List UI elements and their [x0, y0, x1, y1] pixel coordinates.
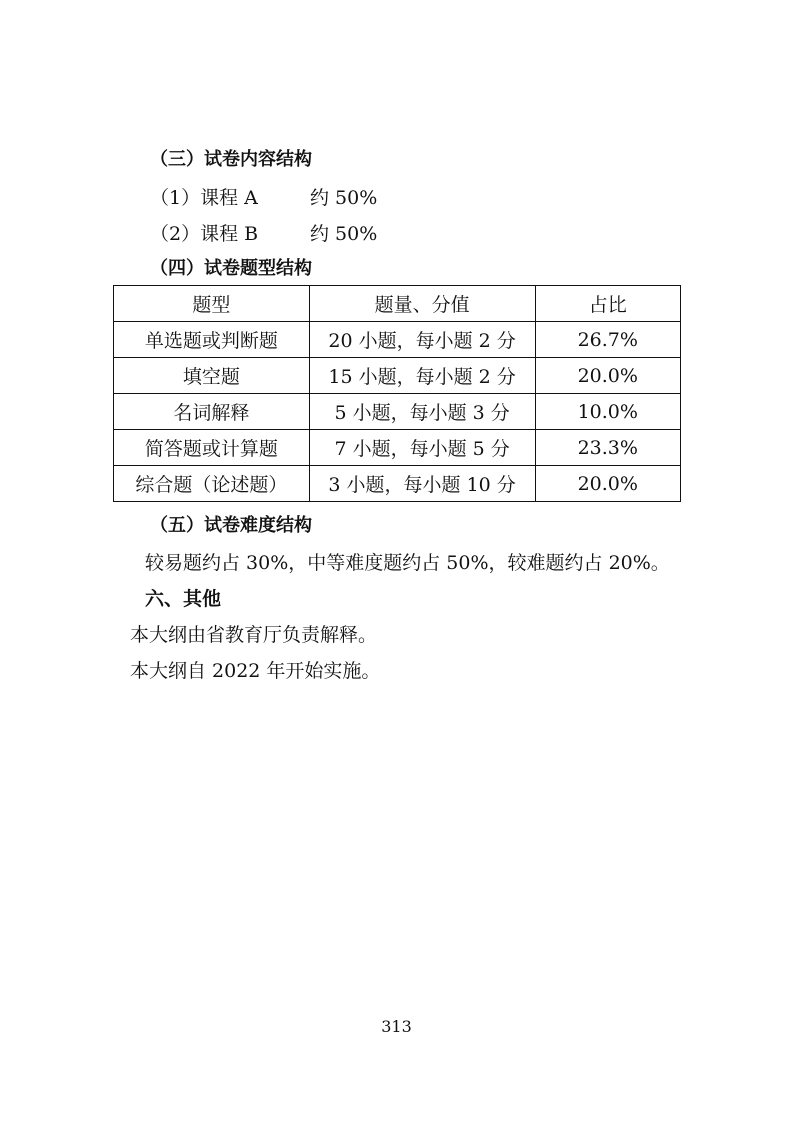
table-cell-quantity: 15 小题，每小题 2 分 — [309, 358, 535, 394]
section-heading-difficulty-structure: （五）试卷难度结构 — [150, 515, 312, 536]
difficulty-text: 较易题约占 30%，中等难度题约占 50%，较难题约占 20%。 — [145, 552, 670, 574]
table-cell-type: 简答题或计算题 — [114, 430, 310, 466]
course-a-label: （1）课程 A — [150, 187, 258, 209]
table-row — [114, 466, 681, 502]
interpretation-note: 本大纲由省教育厅负责解释。 — [130, 624, 378, 646]
course-b-value: 约 50% — [310, 223, 378, 245]
table-header-cell: 题型 — [114, 286, 310, 322]
table-cell-quantity: 7 小题，每小题 5 分 — [309, 430, 535, 466]
table-cell-ratio: 23.3% — [535, 430, 681, 466]
section-heading-other: 六、其他 — [145, 588, 222, 610]
table-cell-ratio: 10.0% — [535, 394, 681, 430]
table-header-cell: 题量、分值 — [309, 286, 535, 322]
table-cell-type: 综合题（论述题） — [114, 466, 310, 502]
page-number: 313 — [381, 1017, 412, 1036]
table-cell-type: 名词解释 — [114, 394, 310, 430]
table-row — [114, 430, 681, 466]
question-type-table — [113, 285, 681, 502]
table-header-cell: 占比 — [535, 286, 681, 322]
effective-date-note: 本大纲自 2022 年开始实施。 — [130, 660, 381, 682]
course-a-item — [150, 185, 377, 211]
table-row — [114, 322, 681, 358]
table-row — [114, 358, 681, 394]
table-cell-ratio: 26.7% — [535, 322, 681, 358]
table-cell-quantity: 20 小题，每小题 2 分 — [309, 322, 535, 358]
course-a-value: 约 50% — [310, 187, 378, 209]
table-row — [114, 394, 681, 430]
section-heading-content-structure: （三）试卷内容结构 — [150, 149, 312, 170]
table-cell-type: 填空题 — [114, 358, 310, 394]
course-b-label: （2）课程 B — [150, 223, 259, 245]
table-cell-ratio: 20.0% — [535, 358, 681, 394]
table-cell-quantity: 5 小题，每小题 3 分 — [309, 394, 535, 430]
section-heading-question-type-structure: （四）试卷题型结构 — [150, 258, 312, 279]
table-header-row — [114, 286, 681, 322]
table-cell-ratio: 20.0% — [535, 466, 681, 502]
table-cell-type: 单选题或判断题 — [114, 322, 310, 358]
course-b-item — [150, 221, 377, 247]
table-cell-quantity: 3 小题，每小题 10 分 — [309, 466, 535, 502]
